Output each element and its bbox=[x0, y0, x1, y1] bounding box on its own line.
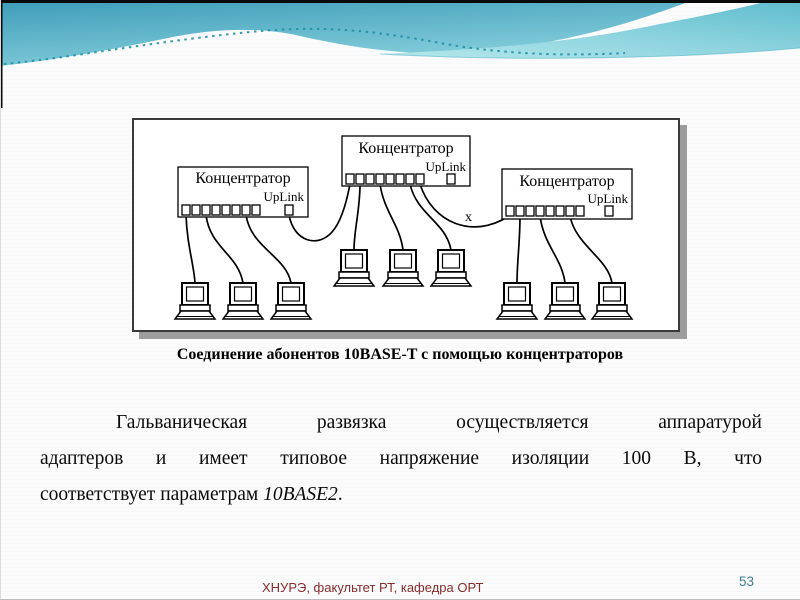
body-line bbox=[40, 477, 762, 513]
footer-text: ХНУРЭ, факультет РТ, кафедра ОРТ bbox=[262, 580, 484, 595]
body-paragraph bbox=[40, 405, 762, 513]
computer-icons bbox=[175, 250, 632, 319]
cable-hub2-pc4 bbox=[354, 184, 360, 250]
slide-top-border bbox=[0, 0, 800, 3]
cable-hub2-pc5 bbox=[380, 184, 403, 250]
computer-icon bbox=[545, 283, 585, 319]
body-emphasis-10base2: 10BASE2 bbox=[263, 484, 338, 505]
hub-left bbox=[178, 167, 308, 217]
hub-right-uplink-port bbox=[605, 206, 613, 216]
computer-icon bbox=[223, 283, 263, 319]
body-line: адаптеров и имеет типовое напряжение изоляции 100 В, что bbox=[40, 448, 762, 469]
hub-middle-label: Концентратор bbox=[358, 140, 454, 157]
cable-hub1-pc1 bbox=[186, 215, 195, 283]
hub-right-label: Концентратор bbox=[519, 173, 615, 190]
header-wave-graphic bbox=[0, 0, 800, 110]
page-number: 53 bbox=[739, 574, 755, 589]
hub-left-label: Концентратор bbox=[195, 170, 291, 187]
network-diagram-panel bbox=[132, 118, 680, 332]
body-line: Гальваническая развязка осуществляется аппаратурой bbox=[116, 412, 762, 433]
computer-icon bbox=[175, 283, 215, 319]
cable-hub1-pc2 bbox=[206, 215, 243, 283]
body-last-line-text: соответствует параметрам bbox=[40, 484, 264, 505]
computer-icon bbox=[592, 283, 632, 319]
hub-left-uplink-label: UpLink bbox=[263, 189, 304, 204]
cable-hub3-pc7 bbox=[517, 216, 520, 283]
hub-middle-uplink-port bbox=[447, 174, 455, 184]
body-last-line-period: . bbox=[337, 484, 343, 505]
crossover-label: x bbox=[465, 210, 472, 225]
cable-hub3-pc9 bbox=[570, 216, 612, 283]
computer-icon bbox=[334, 250, 374, 286]
network-diagram bbox=[134, 120, 678, 330]
hub-middle bbox=[342, 136, 470, 186]
computer-icon bbox=[383, 250, 423, 286]
slide-left-edge-line bbox=[0, 0, 1, 600]
cable-hub3-pc8 bbox=[540, 216, 565, 283]
hub-left-uplink-port bbox=[285, 205, 293, 215]
diagram-caption: Соединение абонентов 10BASE-T с помощью концентраторов bbox=[176, 346, 624, 363]
computer-icon bbox=[431, 250, 471, 286]
cable-hub1-pc3 bbox=[246, 215, 291, 283]
computer-icon bbox=[271, 283, 311, 319]
hub-middle-uplink-label: UpLink bbox=[425, 159, 466, 174]
computer-icon bbox=[497, 283, 537, 319]
hub-right bbox=[502, 169, 632, 219]
hub-right-uplink-label: UpLink bbox=[587, 191, 628, 206]
